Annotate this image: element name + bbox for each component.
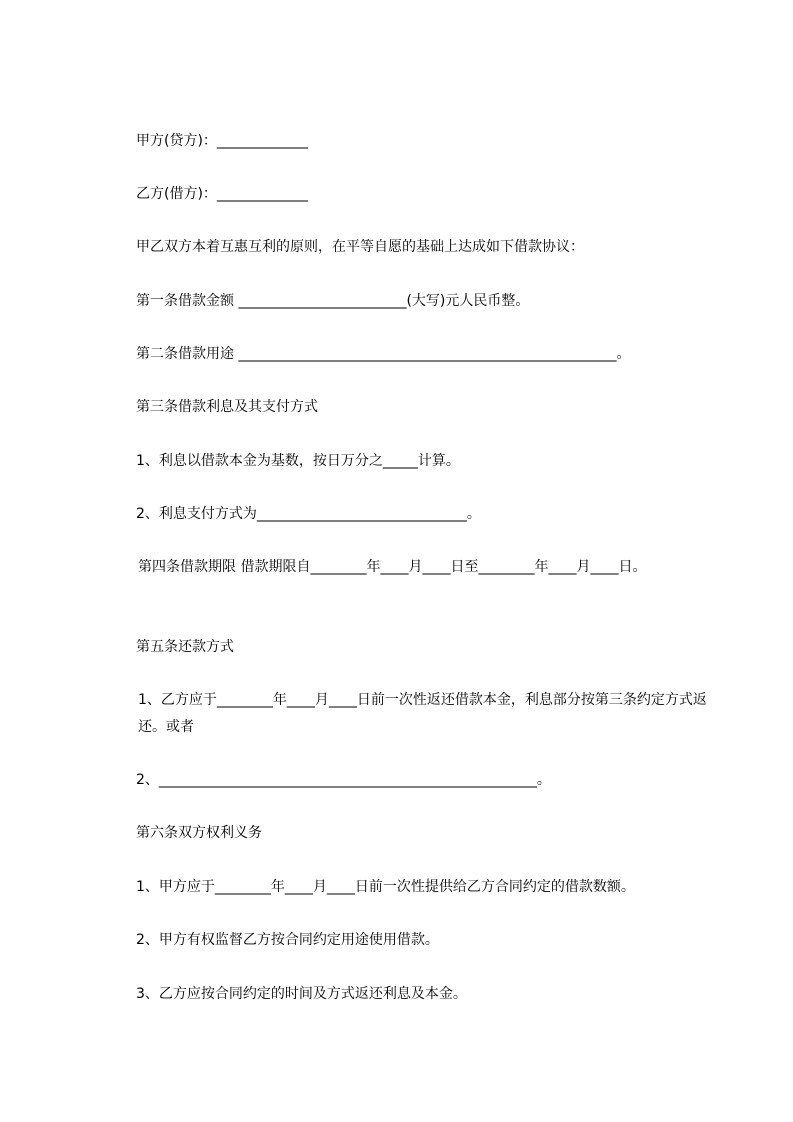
article-3-title: 第三条借款利息及其支付方式 [136,399,318,415]
article-1-loan-amount: 第一条借款金额 ________________________(大写)元人民币整。 [136,293,530,309]
article-5-item-1: 1、乙方应于________年____月____日前一次性返还借款本金，利息部分按第三条约定方式返还。或者 [138,692,707,735]
article-3-item-1: 1、利息以借款本金为基数，按日万分之_____计算。 [136,453,460,469]
article-6-item-3: 3、乙方应按合同约定的时间及方式返还利息及本金。 [136,986,467,1002]
party-b-line: 乙方(借方)：_____________ [136,186,308,202]
article-4-loan-term: 第四条借款期限 借款期限自________年____月____日至________年____月____日。 [138,559,647,575]
article-2-loan-purpose: 第二条借款用途 ______________________________________________________。 [136,346,631,362]
article-6-item-1: 1、甲方应于________年____月____日前一次性提供给乙方合同约定的借款数额。 [136,879,635,895]
article-6-title: 第六条双方权利义务 [136,825,262,841]
article-5-title: 第五条还款方式 [136,639,234,655]
article-3-item-2: 2、利息支付方式为______________________________。 [136,506,481,522]
article-5-item-2: 2、______________________________________________________。 [136,772,551,788]
party-a-line: 甲方(贷方)：_____________ [136,133,308,149]
preamble-paragraph: 甲乙双方本着互惠互利的原则，在平等自愿的基础上达成如下借款协议： [136,239,584,255]
article-6-item-2: 2、甲方有权监督乙方按合同约定用途使用借款。 [136,932,439,948]
